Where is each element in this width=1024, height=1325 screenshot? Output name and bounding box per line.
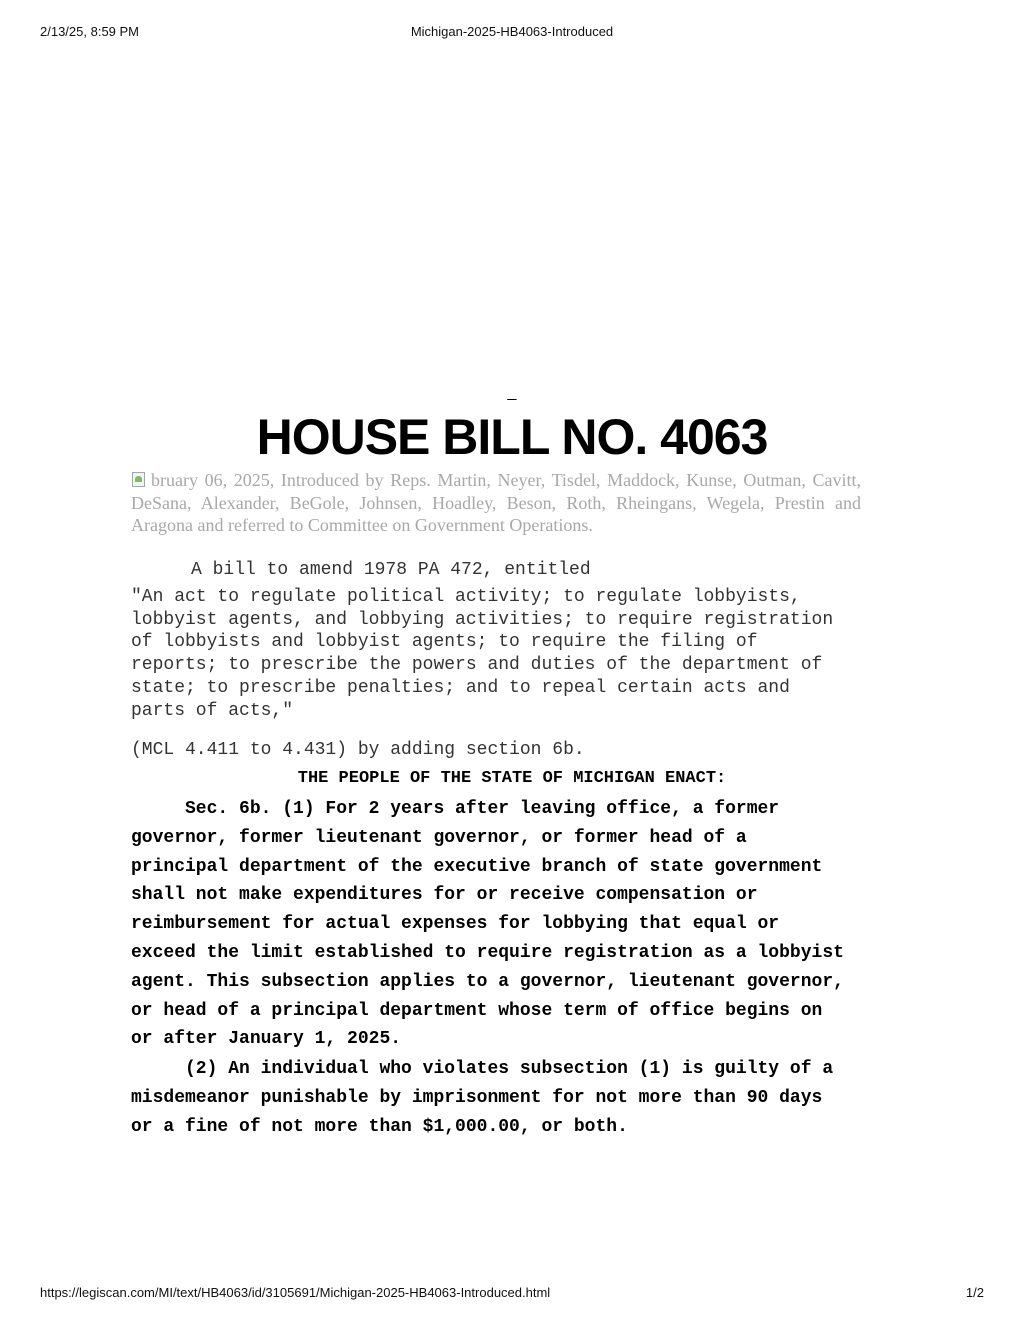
print-footer-url: https://legiscan.com/MI/text/HB4063/id/3105691/Michigan-2025-HB4063-Introduced.html bbox=[40, 1285, 551, 1300]
bill-title: HOUSE BILL NO. 4063 bbox=[256, 409, 768, 465]
amend-line: A bill to amend 1978 PA 472, entitled bbox=[191, 560, 591, 580]
introduction-paragraph bbox=[131, 469, 861, 537]
mcl-line: (MCL 4.411 to 4.431) by adding section 6b. bbox=[131, 740, 585, 760]
section-6b: Sec. 6b. (1) For 2 years after leaving office, a former governor, former lieutenant governor, or former head of a principal department of the executive branch of state government shall not make expenditures for or receive compensation or reimbursement for actual expenses for lobbying that equal or exceed the limit established to require registration as a lobbyist agent. This subsection applies to a governor, lieutenant governor, or head of a principal department whose term of office begins on or after January 1, 2025. bbox=[131, 799, 844, 1050]
subsection-2: (2) An individual who violates subsection (1) is guilty of a misdemeanor punishable by imprisonment for not more than 90 days or a fine of not more than $1,000.00, or both. bbox=[131, 1059, 834, 1137]
enacting-clause: THE PEOPLE OF THE STATE OF MICHIGAN ENACT: bbox=[297, 769, 727, 788]
introduction-text: bruary 06, 2025, Introduced by Reps. Martin, Neyer, Tisdel, Maddock, Kunse, Outman, Cavitt, DeSana, Alexander, BeGole, Johnsen, Hoadley, Beson, Roth, Rheingans, Wegela, Prestin and Aragona and referred to Committee on Government Operations. bbox=[131, 470, 861, 535]
title-separator: _ bbox=[507, 384, 517, 401]
act-title: "An act to regulate political activity; to regulate lobbyists, lobbyist agents, and lobbying activities; to require registration of lobbyists and lobbyist agents; to require the filing of reports; to prescribe the powers and duties of the department of state; to prescribe penalties; and to repeal certain acts and parts of acts," bbox=[131, 587, 834, 721]
print-document-title: Michigan-2025-HB4063-Introduced bbox=[410, 24, 614, 39]
page-number: 1/2 bbox=[965, 1285, 984, 1300]
broken-image-icon bbox=[131, 471, 149, 489]
print-datetime: 2/13/25, 8:59 PM bbox=[40, 24, 140, 39]
